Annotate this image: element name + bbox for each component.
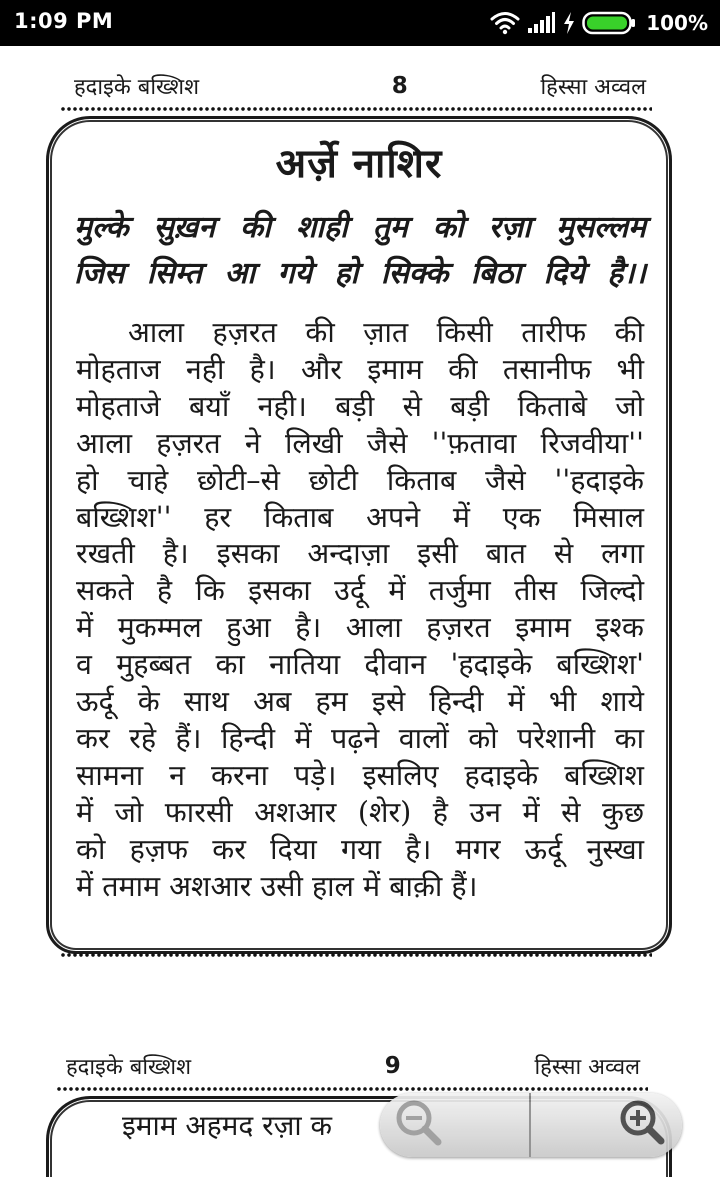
- zoom-out-button[interactable]: [380, 1093, 531, 1157]
- page-header: [66, 1046, 640, 1086]
- body-paragraph: [76, 314, 644, 905]
- zoom-in-button[interactable]: [531, 1093, 682, 1157]
- body-line: में तमाम अशआर उसी हाल में बाक़ी हैं।: [76, 868, 478, 903]
- status-icons: [490, 8, 708, 38]
- body-line: व मुहब्बत का नातिया दीवान 'हदाइके बख्शिश': [76, 647, 644, 682]
- body-line: बख्शिश'' हर किताब अपने में एक मिसाल: [76, 499, 644, 534]
- charging-icon: [562, 11, 576, 35]
- header-section: हिस्सा अव्वल: [534, 1055, 640, 1080]
- body-line: आला हज़रत की ज़ात किसी तारीफ की: [128, 315, 644, 349]
- zoom-controls: [380, 1093, 682, 1157]
- body-line: में मुकम्मल हुआ है। आला हज़रत इमाम इश्क: [76, 610, 644, 645]
- body-line: को हज़फ कर दिया गया है। मगर ऊर्दू नुस्खा: [76, 831, 644, 866]
- body-line: रखती है। इसका अन्दाज़ा इसी बात से लगा: [76, 536, 644, 571]
- body-line-clipped: [74, 1163, 646, 1177]
- page-header: [74, 66, 646, 106]
- couplet-line: मुल्के सुख़न की शाही तुम को रज़ा मुसल्लम: [74, 210, 646, 245]
- wifi-icon: [490, 11, 520, 35]
- header-book-title: हदाइके बख्शिश: [66, 1055, 192, 1080]
- page-number: 9: [384, 1053, 401, 1079]
- body-line: कर रहे हैं। हिन्दी में पढ़ने वालों को परेशानी का: [76, 720, 644, 755]
- body-line: हो चाहे छोटी–से छोटी किताब जैसे ''हदाइके: [76, 462, 644, 497]
- body-line: सकते है कि इसका उर्दू में तर्जुमा तीस जिल्दो: [76, 573, 644, 608]
- battery-percent: 100%: [646, 11, 708, 35]
- zoom-in-icon: [614, 1096, 670, 1154]
- status-time: 1:09 PM: [14, 9, 114, 33]
- header-section: हिस्सा अव्वल: [540, 75, 646, 100]
- status-bar: [0, 0, 720, 46]
- body-line: में जो फारसी अशआर (शेर) है उन में से कुछ: [76, 794, 644, 829]
- couplet-line: जिस सिम्त आ गये हो सिक्के बिठा दिये है।।: [74, 256, 646, 291]
- header-book-title: हदाइके बख्शिश: [74, 75, 200, 100]
- book-reader[interactable]: [0, 46, 720, 1177]
- frame-top-border: [56, 1086, 648, 1092]
- body-line: आला हज़रत ने लिखी जैसे ''फ़तावा रिजवीया'': [76, 425, 644, 460]
- frame-top-border: [60, 106, 652, 112]
- body-line: मोहताज नही है। और इमाम की तसानीफ भी: [76, 351, 644, 386]
- body-line: ऊर्दू के साथ अब हम इसे हिन्दी में भी शाये: [76, 684, 644, 719]
- couplet: [74, 205, 646, 297]
- frame-bottom-border: [60, 952, 652, 958]
- body-line: मोहताजे बयाँ नही। बड़ी से बड़ी किताबे जो: [76, 388, 644, 423]
- battery-icon: [582, 11, 636, 35]
- page-title: अर्ज़े नाशिर: [275, 140, 443, 187]
- body-line: सामना न करना पड़े। इसलिए हदाइके बख्शिश: [76, 757, 644, 792]
- body-line: इमाम अहमद रज़ा क: [122, 1109, 333, 1142]
- zoom-out-icon: [390, 1096, 450, 1154]
- signal-icon: [526, 11, 556, 35]
- page-number: 8: [391, 73, 408, 99]
